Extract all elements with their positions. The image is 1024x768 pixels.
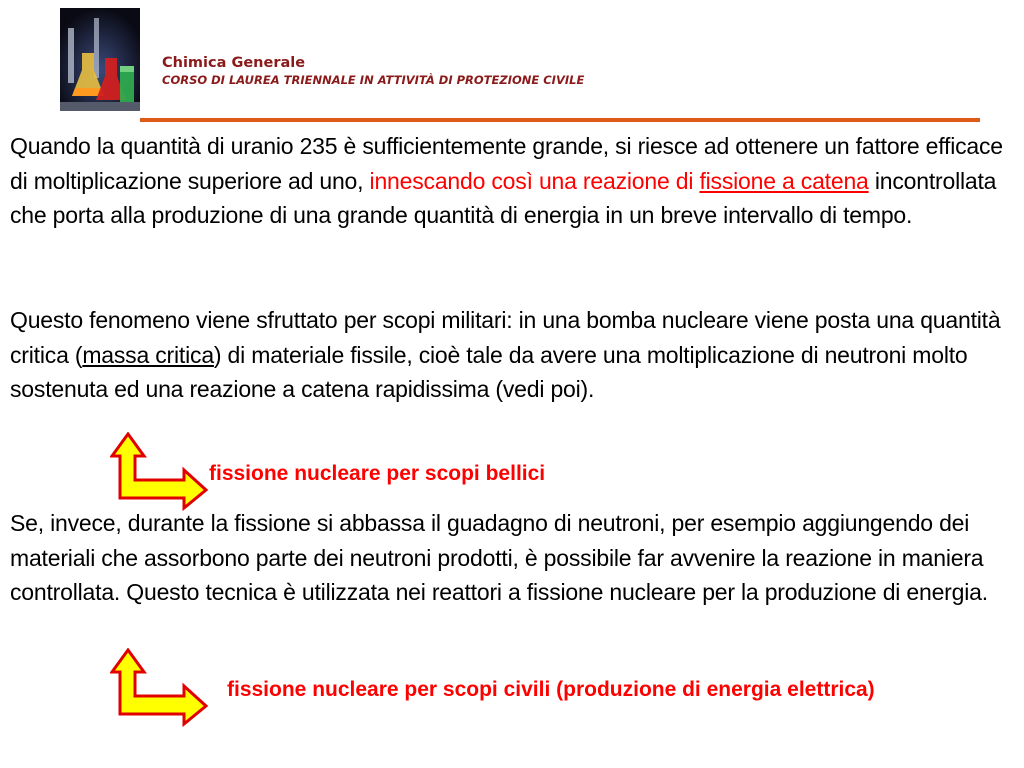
course-title: Chimica Generale bbox=[162, 55, 306, 71]
paragraph-military-use bbox=[10, 303, 1015, 407]
paragraph-text: Quando la quantità di uranio 235 è sufficientemente grande, si riesce ad ottenere un fattore efficace di moltiplicazione superiore ad uno, bbox=[10, 133, 1003, 194]
highlight-text: innescando così una reazione di bbox=[369, 167, 700, 194]
paragraph-text: Questo fenomeno viene sfruttato per scopi militari: in una bomba nucleare viene posta una quantità critica ( bbox=[10, 307, 1001, 368]
fissione-a-catena-link[interactable]: fissione a catena bbox=[699, 167, 869, 194]
course-subtitle: CORSO DI LAUREA TRIENNALE IN ATTIVITÀ DI PROTEZIONE CIVILE bbox=[162, 73, 585, 87]
paragraph-chain-reaction bbox=[10, 129, 1015, 233]
paragraph-text: incontrollata che porta alla produzione di una grande quantità di energia in un breve intervallo di tempo. bbox=[10, 167, 997, 228]
chemistry-glassware-icon bbox=[60, 8, 140, 111]
bent-arrow-icon bbox=[110, 432, 210, 512]
paragraph-controlled-reaction: Se, invece, durante la fissione si abbassa il guadagno di neutroni, per esempio aggiungendo dei materiali che assorbono parte dei neutroni prodotti, è possibile far avvenire la reazione in maniera controllata. Questo tecnica è utilizzata nei reattori a fissione nucleare per la produzione di energia. bbox=[10, 510, 988, 605]
paragraph-text: ) di materiale fissile, cioè tale da avere una moltiplicazione di neutroni molto sostenuta ed una reazione a catena rapidissima (vedi poi). bbox=[10, 341, 968, 402]
callout-civil: fissione nucleare per scopi civili (produzione di energia elettrica) bbox=[227, 678, 875, 701]
callout-military: fissione nucleare per scopi bellici bbox=[209, 462, 546, 485]
bent-arrow-icon bbox=[110, 648, 210, 728]
massa-critica-link[interactable]: massa critica bbox=[82, 341, 214, 368]
header-divider bbox=[140, 118, 980, 122]
